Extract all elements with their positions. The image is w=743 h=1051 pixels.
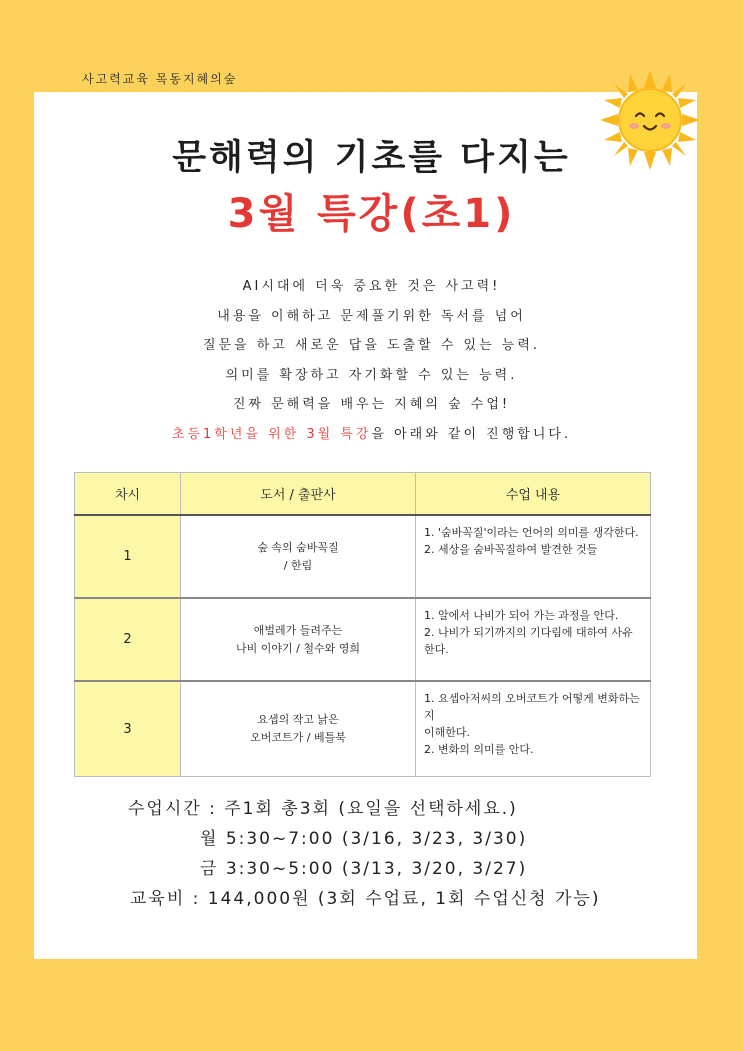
book-cell bbox=[181, 598, 416, 681]
table-header-row bbox=[75, 473, 651, 516]
content-line: 1. 요셉아저씨의 오버코트가 어떻게 변화하는지 bbox=[424, 692, 640, 722]
book-publisher: / 한림 bbox=[283, 558, 313, 572]
book-publisher: 나비 이야기 / 철수와 영희 bbox=[236, 641, 360, 655]
session-number: 2 bbox=[75, 598, 181, 681]
class-time: 수업시간 : 주1회 총3회 (요일을 선택하세요.) bbox=[128, 799, 518, 819]
content-cell bbox=[416, 598, 651, 681]
schedule-table bbox=[74, 472, 651, 777]
content-line: 2. 세상을 숨바꼭질하여 발견한 것들 bbox=[424, 543, 598, 556]
intro-text bbox=[0, 272, 743, 449]
book-title: 요셉의 작고 낡은 bbox=[257, 713, 339, 726]
intro-line-last bbox=[0, 420, 743, 450]
session-number: 1 bbox=[75, 515, 181, 598]
title-line-1: 문해력의 기초를 다지는 bbox=[172, 138, 571, 178]
session-number: 3 bbox=[75, 681, 181, 777]
intro-rest: 을 아래와 같이 진행합니다. bbox=[371, 426, 572, 442]
table-row bbox=[75, 598, 651, 681]
intro-line: 질문을 하고 새로운 답을 도출할 수 있는 능력. bbox=[202, 338, 541, 353]
monday-schedule: 월 5:30~7:00 (3/16, 3/23, 3/30) bbox=[200, 829, 528, 849]
content-line: 이해한다. bbox=[424, 726, 471, 739]
content-cell bbox=[416, 515, 651, 598]
intro-highlight: 초등1학년을 위한 3월 특강 bbox=[171, 426, 372, 442]
friday-schedule: 금 3:30~5:00 (3/13, 3/20, 3/27) bbox=[200, 859, 528, 879]
title-line-2: 3월 특강(초1) bbox=[227, 191, 516, 237]
tuition-fee: 교육비 : 144,000원 (3회 수업료, 1회 수업신청 가능) bbox=[130, 889, 601, 909]
brand-label: 사고력교육 목동지혜의숲 bbox=[82, 72, 238, 86]
book-cell bbox=[181, 515, 416, 598]
header-content: 수업 내용 bbox=[416, 473, 651, 516]
table-row bbox=[75, 515, 651, 598]
intro-line: 내용을 이해하고 문제풀기위한 독서를 넘어 bbox=[217, 308, 526, 324]
header-book: 도서 / 출판사 bbox=[181, 473, 416, 516]
content-line: 2. 나비가 되기까지의 기다림에 대하여 사유한다. bbox=[424, 626, 633, 656]
header-session: 차시 bbox=[75, 473, 181, 516]
intro-line: 진짜 문해력을 배우는 지혜의 숲 수업! bbox=[232, 397, 511, 412]
book-cell bbox=[181, 681, 416, 777]
content-line: 2. 변화의 의미를 안다. bbox=[424, 743, 534, 756]
book-title: 숲 속의 숨바꼭질 bbox=[257, 540, 339, 554]
table-row bbox=[75, 681, 651, 777]
class-info bbox=[128, 794, 600, 914]
book-publisher: 오버코트가 / 베틀북 bbox=[250, 731, 346, 744]
content-line: 1. 알에서 나비가 되어 가는 과정을 안다. bbox=[424, 609, 619, 622]
intro-line: 의미를 확장하고 자기화할 수 있는 능력. bbox=[225, 367, 518, 383]
content-line: 1. '숨바꼭질'이라는 언어의 의미를 생각한다. bbox=[424, 526, 639, 539]
intro-line: AI시대에 더욱 중요한 것은 사고력! bbox=[242, 279, 501, 294]
content-cell bbox=[416, 681, 651, 777]
book-title: 애벌레가 들려주는 bbox=[253, 623, 343, 637]
